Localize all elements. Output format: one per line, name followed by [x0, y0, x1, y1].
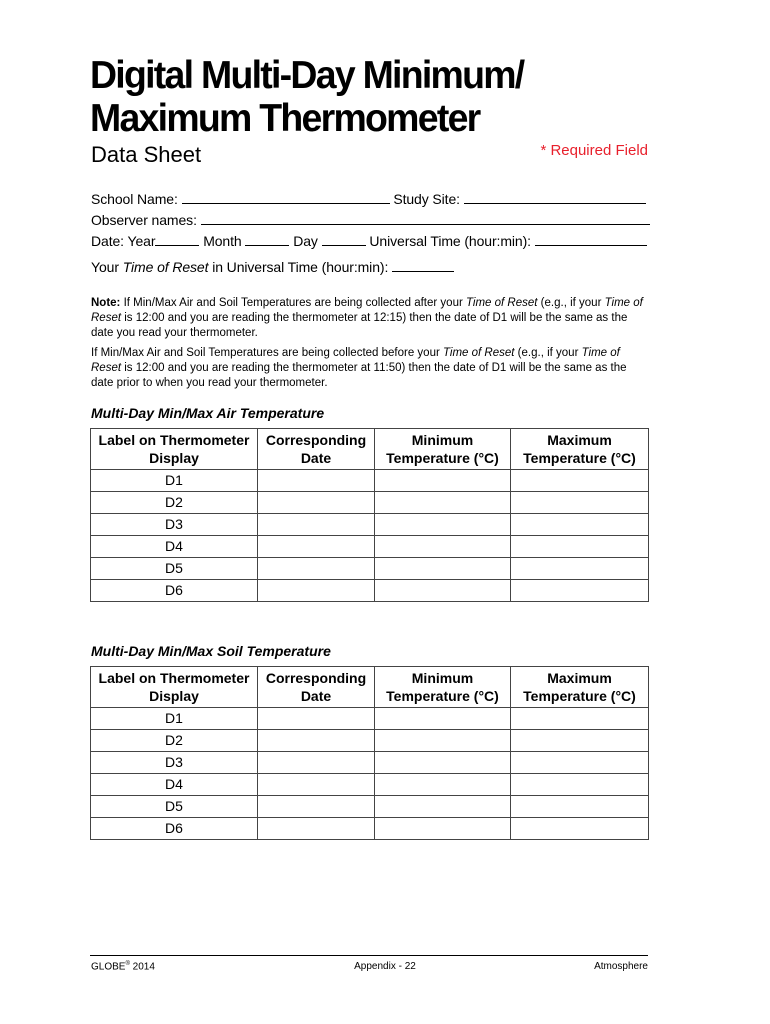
max-cell[interactable]	[511, 470, 649, 492]
universal-time-label: Universal Time (hour:min):	[369, 233, 531, 249]
row-label: D6	[91, 818, 258, 840]
max-cell[interactable]	[511, 708, 649, 730]
row-label: D5	[91, 796, 258, 818]
table-row	[91, 730, 649, 752]
max-cell[interactable]	[511, 818, 649, 840]
page-subtitle: Data Sheet	[91, 142, 202, 167]
study-site-label: Study Site:	[393, 191, 460, 207]
date-cell[interactable]	[258, 752, 375, 774]
soil-temperature-table	[90, 666, 649, 840]
date-cell[interactable]	[258, 796, 375, 818]
universal-time-field[interactable]	[535, 232, 647, 246]
note-before-reset	[91, 346, 649, 391]
note-after-reset	[91, 296, 649, 341]
max-cell[interactable]	[511, 492, 649, 514]
footer-right: Atmosphere	[594, 961, 648, 972]
table-row	[91, 470, 649, 492]
min-cell[interactable]	[375, 730, 511, 752]
footer-rule	[90, 955, 648, 956]
footer-registered-mark: ®	[125, 961, 130, 967]
max-cell[interactable]	[511, 774, 649, 796]
min-cell[interactable]	[375, 818, 511, 840]
row-label: D3	[91, 752, 258, 774]
max-cell[interactable]	[511, 580, 649, 602]
soil-header-max: Maximum Temperature (°C)	[511, 667, 649, 708]
reset-italic: Time of Reset	[122, 259, 209, 275]
date-cell[interactable]	[258, 536, 375, 558]
air-header-date: Corresponding Date	[258, 429, 375, 470]
air-header-label: Label on Thermometer Display	[91, 429, 258, 470]
observer-row	[91, 211, 649, 228]
min-cell[interactable]	[375, 708, 511, 730]
note2-italic-1: Time of Reset	[443, 347, 515, 359]
min-cell[interactable]	[375, 796, 511, 818]
row-label: D6	[91, 580, 258, 602]
row-label: D4	[91, 774, 258, 796]
note1-text-1: If Min/Max Air and Soil Temperatures are being collected after your	[120, 297, 466, 309]
title-line-2: Maximum Thermometer	[90, 97, 480, 140]
table-row	[91, 536, 649, 558]
footer-center: Appendix - 22	[354, 961, 416, 972]
note2-text-3: is 12:00 and you are reading the thermometer at 11:50) then the date of D1 will be the same as the date prior to when you read your thermometer.	[91, 362, 627, 389]
day-label: Day	[293, 233, 318, 249]
table-row	[91, 818, 649, 840]
date-cell[interactable]	[258, 818, 375, 840]
min-cell[interactable]	[375, 774, 511, 796]
date-cell[interactable]	[258, 730, 375, 752]
note2-italic-2: Time of Reset	[91, 347, 620, 374]
required-field-note: * Required Field	[540, 142, 648, 159]
min-cell[interactable]	[375, 470, 511, 492]
max-cell[interactable]	[511, 730, 649, 752]
row-label: D2	[91, 730, 258, 752]
air-table-title: Multi-Day Min/Max Air Temperature	[91, 405, 325, 421]
table-row	[91, 558, 649, 580]
reset-time-field[interactable]	[392, 258, 454, 272]
note2-text-2: (e.g., if your	[514, 347, 582, 359]
school-name-field[interactable]	[182, 190, 390, 204]
footer-year: 2014	[129, 961, 155, 973]
soil-table-title: Multi-Day Min/Max Soil Temperature	[91, 643, 331, 659]
min-cell[interactable]	[375, 536, 511, 558]
table-row	[91, 708, 649, 730]
air-header-min: Minimum Temperature (°C)	[375, 429, 511, 470]
max-cell[interactable]	[511, 796, 649, 818]
air-temperature-table	[90, 428, 649, 602]
date-cell[interactable]	[258, 470, 375, 492]
row-label: D2	[91, 492, 258, 514]
note2-text-1: If Min/Max Air and Soil Temperatures are being collected before your	[91, 347, 443, 359]
max-cell[interactable]	[511, 752, 649, 774]
page-title	[90, 54, 523, 140]
note1-text-3: is 12:00 and you are reading the thermometer at 12:15) then the date of D1 will be the same as the date you read your thermometer.	[91, 312, 628, 339]
observer-names-field[interactable]	[201, 211, 650, 225]
date-cell[interactable]	[258, 492, 375, 514]
note1-italic-2: Time of Reset	[91, 297, 643, 324]
max-cell[interactable]	[511, 514, 649, 536]
max-cell[interactable]	[511, 536, 649, 558]
row-label: D1	[91, 470, 258, 492]
date-time-row	[91, 232, 649, 249]
study-site-field[interactable]	[464, 190, 646, 204]
air-table-header-row	[91, 429, 649, 470]
row-label: D3	[91, 514, 258, 536]
date-cell[interactable]	[258, 558, 375, 580]
table-row	[91, 580, 649, 602]
soil-header-label: Label on Thermometer Display	[91, 667, 258, 708]
soil-table-header-row	[91, 667, 649, 708]
row-label: D1	[91, 708, 258, 730]
table-row	[91, 514, 649, 536]
reset-prefix: Your	[91, 259, 123, 275]
school-name-label: School Name:	[91, 191, 178, 207]
reset-time-row	[91, 258, 649, 275]
table-row	[91, 774, 649, 796]
day-field[interactable]	[322, 232, 366, 246]
note-bold-label: Note:	[91, 297, 121, 309]
school-study-site-row	[91, 190, 649, 207]
date-cell[interactable]	[258, 708, 375, 730]
table-row	[91, 796, 649, 818]
note1-text-2: (e.g., if your	[537, 297, 605, 309]
soil-header-min: Minimum Temperature (°C)	[375, 667, 511, 708]
table-row	[91, 492, 649, 514]
year-field[interactable]	[155, 232, 199, 246]
reset-suffix: in Universal Time (hour:min):	[208, 259, 389, 275]
min-cell[interactable]	[375, 514, 511, 536]
row-label: D4	[91, 536, 258, 558]
min-cell[interactable]	[375, 558, 511, 580]
note1-italic-1: Time of Reset	[466, 297, 538, 309]
date-cell[interactable]	[258, 580, 375, 602]
min-cell[interactable]	[375, 752, 511, 774]
min-cell[interactable]	[375, 492, 511, 514]
month-label: Month	[203, 233, 242, 249]
footer-org: GLOBE	[91, 961, 126, 973]
date-cell[interactable]	[258, 774, 375, 796]
date-cell[interactable]	[258, 514, 375, 536]
title-line-1: Digital Multi-Day Minimum/	[90, 54, 524, 97]
row-label: D5	[91, 558, 258, 580]
table-row	[91, 752, 649, 774]
min-cell[interactable]	[375, 580, 511, 602]
soil-header-date: Corresponding Date	[258, 667, 375, 708]
max-cell[interactable]	[511, 558, 649, 580]
observer-names-label: Observer names:	[91, 212, 197, 228]
year-label: Date: Year	[91, 233, 156, 249]
air-header-max: Maximum Temperature (°C)	[511, 429, 649, 470]
month-field[interactable]	[245, 232, 289, 246]
